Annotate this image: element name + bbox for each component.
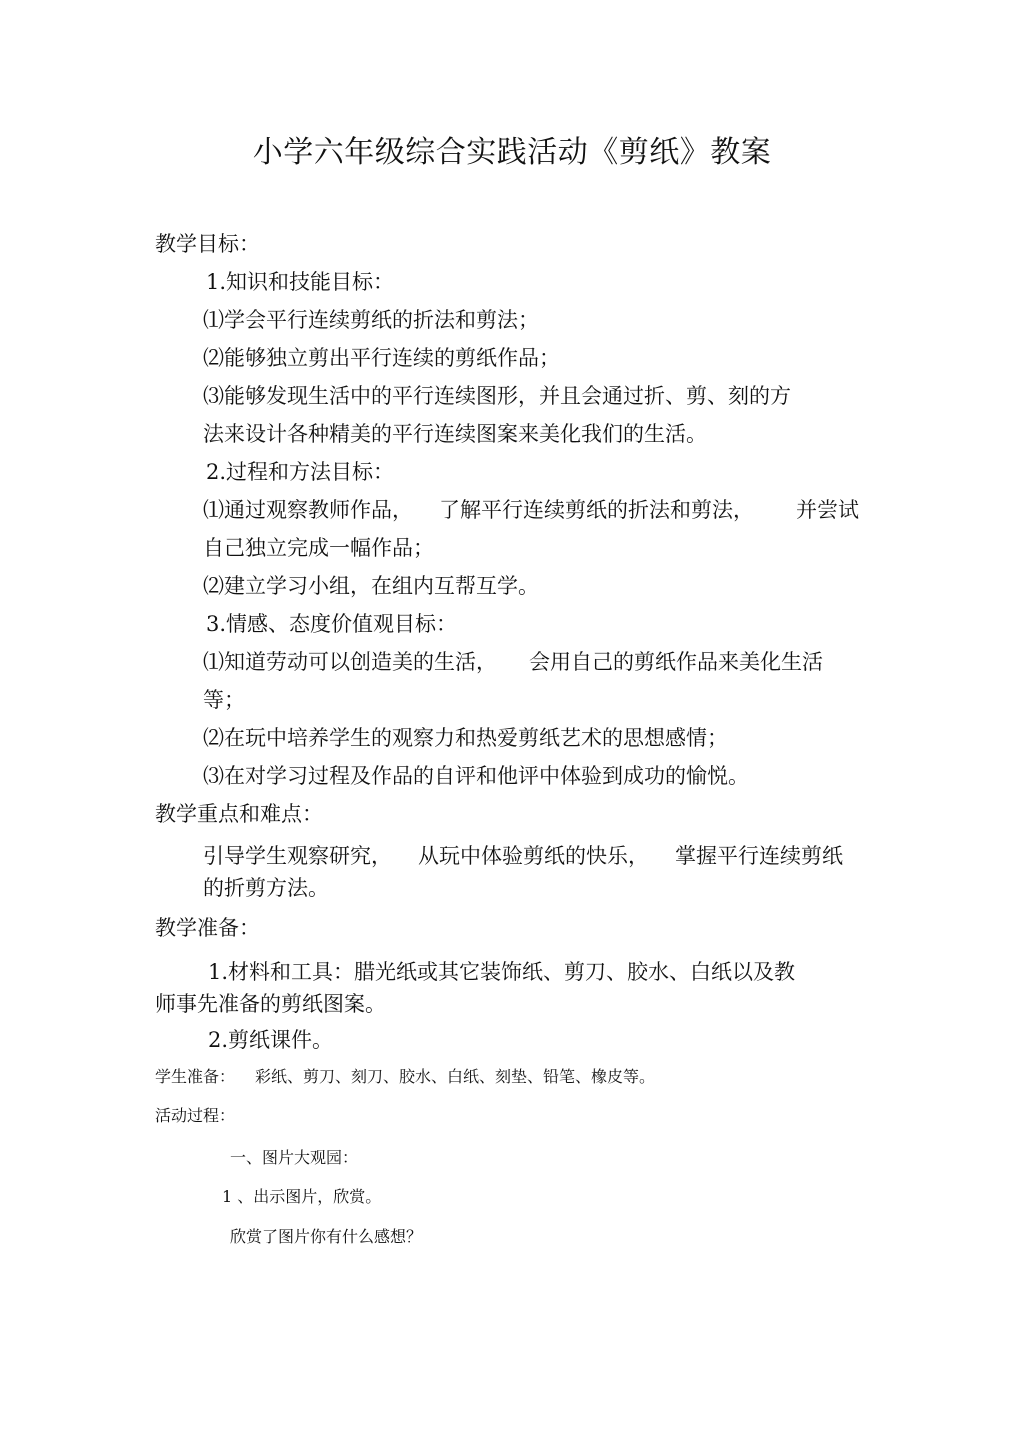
- emotion-item-1: [203, 652, 823, 673]
- process-goal-heading: 2.过程和方法目标：: [206, 460, 395, 484]
- keypoints-line-2: 的折剪方法。: [203, 876, 329, 900]
- knowledge-item-2: ⑵能够独立剪出平行连续的剪纸作品；: [203, 346, 560, 370]
- activity-step-1: 1 、出示图片，欣赏。: [222, 1187, 382, 1206]
- keypoints-line-1-part-b: 从玩中体验剪纸的快乐，: [418, 844, 649, 868]
- process-item-1-part-c: 并尝试: [796, 498, 859, 522]
- activity-question: 欣赏了图片你有什么感想？: [230, 1227, 423, 1246]
- process-item-1-part-a: ⑴通过观察教师作品，: [203, 498, 413, 522]
- knowledge-goal-heading: 1.知识和技能目标：: [206, 270, 395, 294]
- process-item-2: ⑵建立学习小组，在组内互帮互学。: [203, 574, 539, 598]
- goals-heading: 教学目标：: [155, 232, 260, 256]
- knowledge-item-3-continued: 法来设计各种精美的平行连续图案来美化我们的生活。: [203, 422, 707, 446]
- process-item-1-continued: 自己独立完成一幅作品；: [203, 536, 434, 560]
- keypoints-line-1: [203, 846, 843, 867]
- emotion-item-1-continued: 等；: [203, 688, 245, 712]
- prep-item-2: 2.剪纸课件。: [208, 1028, 334, 1052]
- student-prep: [155, 1069, 655, 1085]
- prep-item-1: 1.材料和工具：腊光纸或其它装饰纸、剪刀、胶水、白纸以及教: [208, 960, 796, 984]
- knowledge-item-3: ⑶能够发现生活中的平行连续图形，并且会通过折、剪、刻的方: [203, 384, 791, 408]
- emotion-goal-heading: 3.情感、态度价值观目标：: [206, 612, 458, 636]
- student-prep-label: 学生准备：: [155, 1067, 236, 1086]
- emotion-item-3: ⑶在对学习过程及作品的自评和他评中体验到成功的愉悦。: [203, 764, 749, 788]
- keypoints-line-1-part-c: 掌握平行连续剪纸: [675, 844, 843, 868]
- knowledge-item-1: ⑴学会平行连续剪纸的折法和剪法；: [203, 308, 539, 332]
- process-item-1: [203, 500, 859, 521]
- process-item-1-part-b: 了解平行连续剪纸的折法和剪法，: [439, 498, 754, 522]
- activity-heading: 活动过程：: [155, 1106, 236, 1125]
- emotion-item-1-part-a: ⑴知道劳动可以创造美的生活，: [203, 650, 497, 674]
- emotion-item-1-part-b: 会用自己的剪纸作品来美化生活: [529, 650, 823, 674]
- activity-section-1: 一、图片大观园：: [230, 1148, 359, 1167]
- prep-item-1-continued: 师事先准备的剪纸图案。: [155, 992, 386, 1016]
- emotion-item-2: ⑵在玩中培养学生的观察力和热爱剪纸艺术的思想感情；: [203, 726, 728, 750]
- keypoints-heading: 教学重点和难点：: [155, 802, 323, 826]
- student-prep-text: 彩纸、剪刀、刻刀、胶水、白纸、刻垫、铅笔、橡皮等。: [255, 1067, 656, 1086]
- document-title: 小学六年级综合实践活动《剪纸》教案: [252, 135, 772, 170]
- keypoints-line-1-part-a: 引导学生观察研究，: [203, 844, 392, 868]
- prep-heading: 教学准备：: [155, 916, 260, 940]
